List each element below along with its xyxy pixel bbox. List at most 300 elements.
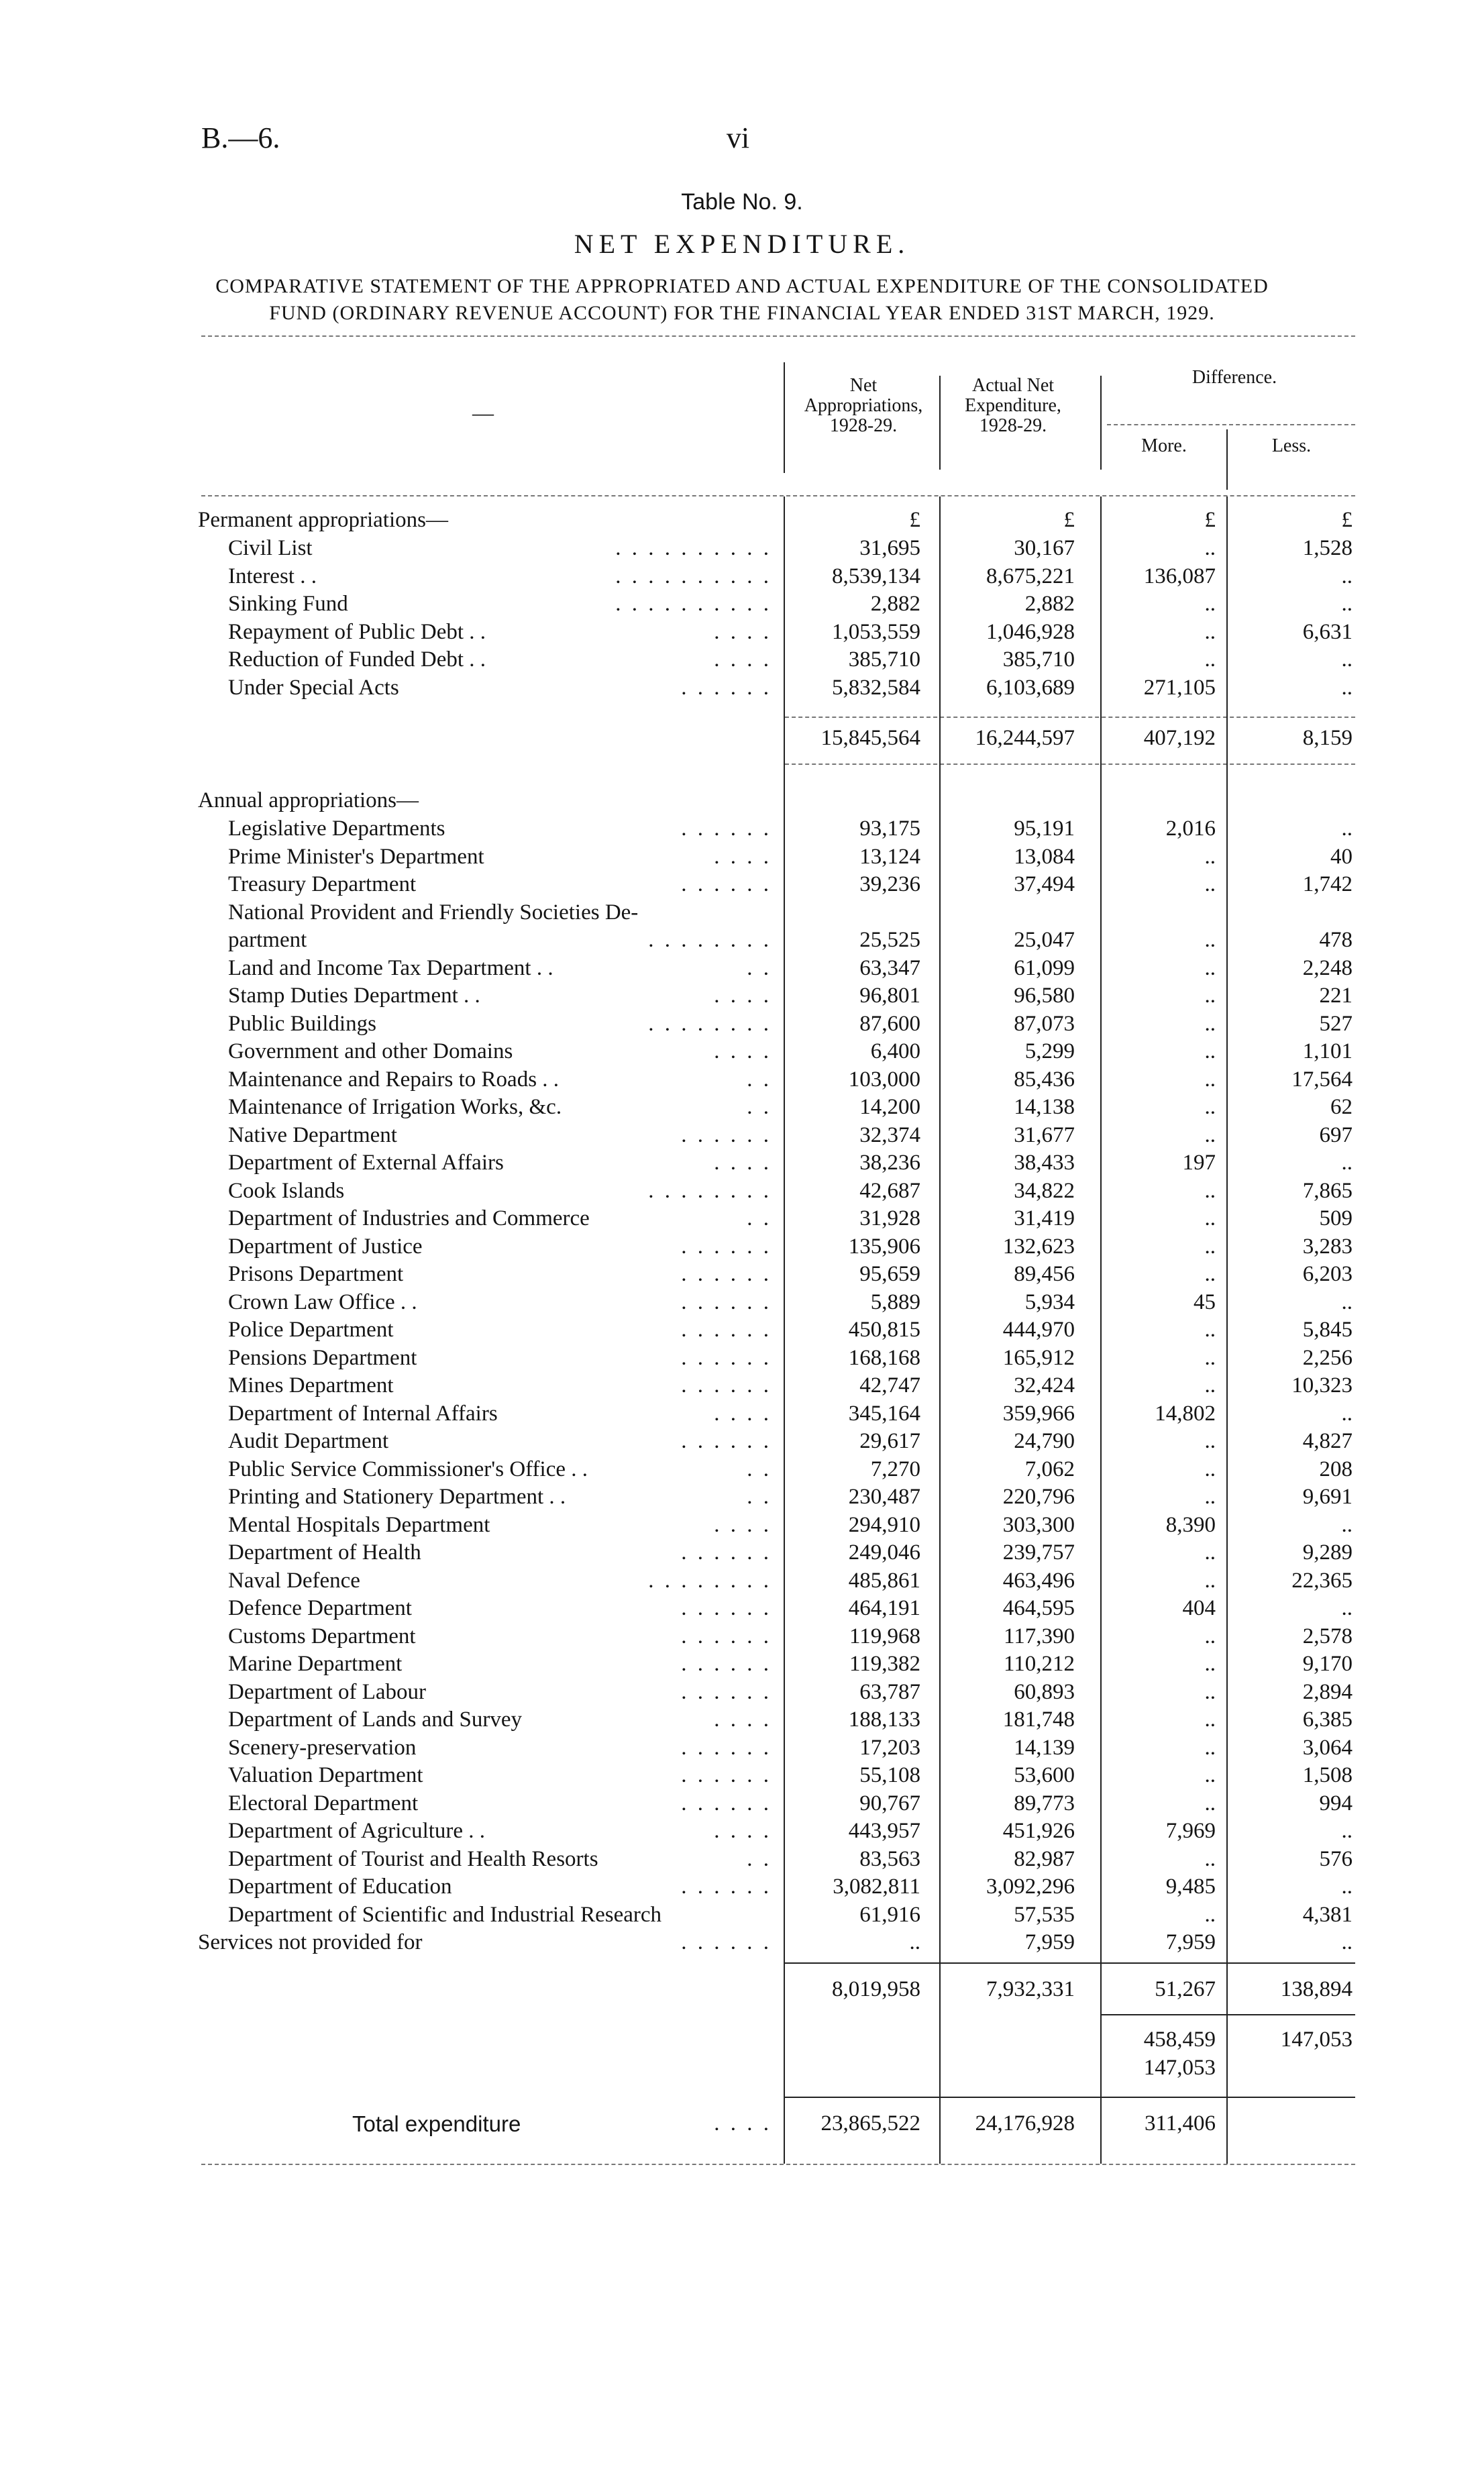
table-row	[0, 1010, 1484, 1038]
actual-expenditure: 34,822	[1014, 1178, 1075, 1203]
table-number: Table No. 9.	[681, 189, 803, 215]
table-row	[0, 1650, 1484, 1678]
actual-expenditure: 5,299	[1024, 1039, 1075, 1063]
leader-dots: . . . . . .	[681, 1652, 772, 1676]
row-label: partment	[228, 928, 307, 952]
difference-more: 8,390	[1165, 1512, 1216, 1537]
net-appropriation: 39,236	[859, 872, 920, 896]
actual-expenditure: 38,433	[1014, 1151, 1075, 1175]
difference-less: 994	[1319, 1791, 1353, 1815]
difference-rule	[1107, 424, 1355, 425]
row-label: Treasury Department	[228, 872, 417, 896]
annual-total-actual: 7,932,331	[986, 1977, 1075, 2001]
row-label: Crown Law Office . .	[228, 1289, 417, 1314]
net-appropriation: 32,374	[859, 1122, 920, 1147]
permanent-total-more: 407,192	[1143, 726, 1216, 750]
difference-less: 62	[1330, 1095, 1353, 1119]
table-row	[0, 674, 1484, 702]
actual-expenditure: 31,677	[1014, 1122, 1075, 1147]
table-row	[0, 1790, 1484, 1818]
actual-expenditure-header	[943, 376, 1083, 436]
table-row	[0, 1846, 1484, 1873]
difference-less: ..	[1341, 675, 1353, 700]
document-reference: B.—6.	[201, 121, 280, 154]
table-row	[0, 1094, 1484, 1121]
leader-dots: . . . . . . . . . .	[615, 564, 772, 588]
net-appropriation: 55,108	[859, 1763, 920, 1787]
difference-more: ..	[1204, 647, 1216, 672]
table-row	[0, 1679, 1484, 1706]
actual-expenditure: 6,103,689	[986, 675, 1075, 700]
combined-row-1	[0, 2026, 1484, 2054]
difference-less: 2,256	[1302, 1345, 1353, 1370]
difference-more: ..	[1204, 1485, 1216, 1509]
difference-less: ..	[1341, 1596, 1353, 1620]
difference-less: 697	[1319, 1122, 1353, 1147]
difference-less: 1,742	[1302, 872, 1353, 896]
row-label: Defence Department	[228, 1596, 412, 1620]
leader-dots: . . . . . . . . . .	[615, 536, 772, 560]
net-appropriation: 119,382	[849, 1652, 920, 1676]
leader-dots: . . . . . .	[681, 1763, 772, 1787]
row-label: Prisons Department	[228, 1262, 404, 1286]
table-row	[0, 619, 1484, 646]
combined-less-1: 147,053	[1280, 2028, 1353, 2052]
table-row	[0, 1623, 1484, 1650]
column-rule	[1100, 376, 1102, 470]
net-header-line-2: Appropriations,	[804, 395, 923, 416]
label-column-header: —	[472, 401, 494, 425]
row-label: Scenery-preservation	[228, 1735, 417, 1760]
services-row	[0, 1929, 1484, 1956]
difference-less: 17,564	[1291, 1067, 1353, 1092]
table-row	[0, 1706, 1484, 1734]
table-row	[0, 1595, 1484, 1622]
difference-less: 4,827	[1302, 1429, 1353, 1453]
leader-dots: . . . . . .	[681, 1791, 772, 1815]
table-row	[0, 1428, 1484, 1455]
difference-less: 6,203	[1302, 1262, 1353, 1286]
row-label: Department of Scientific and Industrial Research	[228, 1902, 662, 1927]
difference-less: 221	[1319, 984, 1353, 1008]
difference-less: 527	[1319, 1011, 1353, 1036]
table-subtitle-line-2: FUND (ORDINARY REVENUE ACCOUNT) FOR THE FINANCIAL YEAR ENDED 31ST MARCH, 1929.	[269, 302, 1215, 324]
difference-more: ..	[1204, 1039, 1216, 1063]
net-appropriation: 385,710	[848, 647, 920, 672]
subtotal-rule	[1100, 2014, 1355, 2015]
difference-more: ..	[1204, 1791, 1216, 1815]
net-appropriation: 230,487	[848, 1485, 920, 1509]
actual-expenditure: 60,893	[1014, 1679, 1075, 1704]
difference-less: 4,381	[1302, 1902, 1353, 1927]
leader-dots: . . . . . .	[681, 1122, 772, 1147]
row-label: Department of Education	[228, 1875, 452, 1899]
difference-less: ..	[1341, 1151, 1353, 1175]
leader-dots: . .	[747, 1067, 772, 1092]
net-appropriation: 29,617	[859, 1429, 920, 1453]
difference-more: ..	[1204, 872, 1216, 896]
services-more: 7,959	[1165, 1930, 1216, 1954]
net-appropriation: 13,124	[859, 844, 920, 869]
difference-more: ..	[1204, 1318, 1216, 1342]
net-appropriation: 5,889	[870, 1289, 920, 1314]
row-label: Cook Islands	[228, 1178, 345, 1203]
actual-expenditure: 359,966	[1002, 1401, 1075, 1426]
leader-dots: . . . . . . . .	[648, 928, 772, 952]
actual-expenditure: 181,748	[1002, 1707, 1075, 1732]
difference-less: 2,248	[1302, 955, 1353, 980]
difference-more: ..	[1204, 1902, 1216, 1927]
net-appropriation: 103,000	[848, 1067, 920, 1092]
leader-dots: . . . .	[714, 1512, 772, 1537]
annual-total-row	[0, 1976, 1484, 2003]
actual-expenditure: 24,790	[1014, 1429, 1075, 1453]
difference-more: ..	[1204, 1624, 1216, 1648]
table-row	[0, 1233, 1484, 1261]
grand-total-row	[0, 2110, 1484, 2138]
actual-expenditure: 303,300	[1002, 1512, 1075, 1537]
actual-expenditure: 1,046,928	[986, 619, 1075, 644]
row-label: Department of Lands and Survey	[228, 1707, 523, 1732]
row-label: Department of Labour	[228, 1679, 427, 1704]
row-label: Interest . .	[228, 564, 317, 588]
net-appropriation: 90,767	[859, 1791, 920, 1815]
row-label: Native Department	[228, 1122, 397, 1147]
subtotal-rule	[785, 717, 1355, 718]
table-row	[0, 1539, 1484, 1567]
table-row	[0, 563, 1484, 590]
leader-dots: . . . . . .	[681, 1289, 772, 1314]
title-rule	[201, 335, 1355, 337]
row-label: Stamp Duties Department . .	[228, 984, 480, 1008]
difference-more: 136,087	[1143, 564, 1216, 588]
net-appropriation: 14,200	[859, 1095, 920, 1119]
table-row	[0, 843, 1484, 871]
row-label: Electoral Department	[228, 1791, 419, 1815]
leader-dots: . . . .	[714, 844, 772, 869]
combined-more-2: 147,053	[1143, 2056, 1216, 2080]
difference-less: 10,323	[1291, 1373, 1353, 1398]
page-number: vi	[726, 121, 750, 154]
column-rule	[939, 376, 941, 470]
table-row	[0, 1372, 1484, 1400]
actual-expenditure: 463,496	[1002, 1568, 1075, 1593]
leader-dots: . . . . . .	[681, 1540, 772, 1565]
difference-more: ..	[1204, 1679, 1216, 1704]
leader-dots: . . . .	[714, 1819, 772, 1843]
difference-less: 6,385	[1302, 1707, 1353, 1732]
leader-dots: . .	[747, 1846, 772, 1871]
difference-less: 1,508	[1302, 1763, 1353, 1787]
row-label: Land and Income Tax Department . .	[228, 955, 553, 980]
net-appropriation: 7,270	[870, 1457, 920, 1481]
row-label: Customs Department	[228, 1624, 416, 1648]
subtotal-rule	[785, 1962, 1355, 1964]
header-bottom-rule	[201, 495, 1355, 496]
table-row	[0, 1818, 1484, 1845]
grand-total-net: 23,865,522	[820, 2111, 920, 2136]
row-label: Department of Tourist and Health Resorts	[228, 1846, 598, 1871]
difference-more: ..	[1204, 1846, 1216, 1871]
net-appropriation: 119,968	[849, 1624, 920, 1648]
difference-more: ..	[1204, 1095, 1216, 1119]
row-label: Department of Industries and Commerce	[228, 1206, 590, 1230]
table-row	[0, 815, 1484, 843]
column-rule	[1100, 496, 1102, 2164]
table-row	[0, 1762, 1484, 1789]
difference-less: ..	[1341, 817, 1353, 841]
row-label: Reduction of Funded Debt . .	[228, 647, 486, 672]
table-row	[0, 535, 1484, 562]
difference-more: ..	[1204, 1206, 1216, 1230]
column-rule	[1226, 429, 1228, 490]
row-label: Mental Hospitals Department	[228, 1512, 490, 1537]
difference-less: 509	[1319, 1206, 1353, 1230]
difference-less: 9,691	[1302, 1485, 1353, 1509]
difference-more: ..	[1204, 1067, 1216, 1092]
net-appropriation: 96,801	[859, 984, 920, 1008]
table-row	[0, 1734, 1484, 1762]
table-row	[0, 1038, 1484, 1065]
actual-expenditure: 7,062	[1024, 1457, 1075, 1481]
table-row	[0, 1400, 1484, 1428]
difference-less: 9,289	[1302, 1540, 1353, 1565]
actual-expenditure: 117,390	[1003, 1624, 1075, 1648]
difference-less: 1,101	[1302, 1039, 1353, 1063]
net-appropriation: 5,832,584	[832, 675, 920, 700]
leader-dots: . . . .	[714, 1151, 772, 1175]
leader-dots: . . . . . .	[681, 1234, 772, 1259]
table-subtitle-line-1: COMPARATIVE STATEMENT OF THE APPROPRIATED AND ACTUAL EXPENDITURE OF THE CONSOLIDATED	[215, 275, 1269, 297]
row-label: Pensions Department	[228, 1345, 417, 1370]
net-appropriation: 168,168	[848, 1345, 920, 1370]
net-appropriation: 25,525	[859, 928, 920, 952]
total-rule	[785, 2097, 1355, 2098]
difference-less: 2,894	[1302, 1679, 1353, 1704]
actual-expenditure: 25,047	[1014, 928, 1075, 952]
leader-dots: . . . .	[714, 2111, 772, 2136]
actual-expenditure: 220,796	[1002, 1485, 1075, 1509]
leader-dots: . . . . . . . . . .	[615, 592, 772, 616]
combined-more-1: 458,459	[1143, 2028, 1216, 2052]
net-appropriation: 93,175	[859, 817, 920, 841]
difference-more: ..	[1204, 1735, 1216, 1760]
table-row	[0, 1873, 1484, 1901]
permanent-total-net: 15,845,564	[820, 726, 920, 750]
leader-dots: . . . . . .	[681, 1373, 772, 1398]
difference-more: ..	[1204, 1707, 1216, 1732]
difference-less: 3,064	[1302, 1735, 1353, 1760]
leader-dots: . . . .	[714, 1039, 772, 1063]
actual-expenditure: 89,773	[1014, 1791, 1075, 1815]
difference-header: Difference.	[1191, 367, 1277, 388]
difference-less: ..	[1341, 1401, 1353, 1426]
section-heading: Permanent appropriations—	[198, 508, 448, 532]
table-row	[0, 899, 1484, 927]
table-row	[0, 1456, 1484, 1483]
difference-more: 14,802	[1155, 1401, 1216, 1426]
actual-expenditure: 165,912	[1002, 1345, 1075, 1370]
unit-label: £	[1341, 508, 1353, 532]
net-appropriation: 17,203	[859, 1735, 920, 1760]
table-row	[0, 1316, 1484, 1344]
net-appropriation: 188,133	[848, 1707, 920, 1732]
net-appropriations-header	[786, 376, 941, 436]
actual-expenditure: 3,092,296	[986, 1875, 1075, 1899]
difference-less: 2,578	[1302, 1624, 1353, 1648]
actual-expenditure: 32,424	[1014, 1373, 1075, 1398]
grand-total-more: 311,406	[1144, 2111, 1216, 2136]
leader-dots: . . . .	[714, 1707, 772, 1732]
actual-expenditure: 37,494	[1014, 872, 1075, 896]
net-appropriation: 345,164	[848, 1401, 920, 1426]
difference-less: 5,845	[1302, 1318, 1353, 1342]
row-label: Legislative Departments	[228, 817, 445, 841]
difference-more: 404	[1182, 1596, 1216, 1620]
difference-more: 7,969	[1165, 1819, 1216, 1843]
actual-expenditure: 5,934	[1024, 1289, 1075, 1314]
net-appropriation: 42,687	[859, 1178, 920, 1203]
leader-dots: . . . . . .	[681, 1596, 772, 1620]
difference-less: ..	[1341, 1875, 1353, 1899]
actual-expenditure: 61,099	[1014, 955, 1075, 980]
unit-label: £	[1063, 508, 1075, 532]
actual-expenditure: 31,419	[1014, 1206, 1075, 1230]
annual-total-more: 51,267	[1155, 1977, 1216, 2001]
table-row	[0, 955, 1484, 982]
net-appropriation: 61,916	[859, 1902, 920, 1927]
difference-more: ..	[1204, 1178, 1216, 1203]
actual-header-line-2: Expenditure,	[965, 395, 1061, 416]
actual-expenditure: 14,138	[1014, 1095, 1075, 1119]
row-label: Naval Defence	[228, 1568, 360, 1593]
net-appropriation: 135,906	[848, 1234, 920, 1259]
leader-dots: . . . . . .	[681, 1875, 772, 1899]
net-header-line-1: Net	[849, 375, 878, 396]
net-appropriation: 42,747	[859, 1373, 920, 1398]
table-row	[0, 646, 1484, 674]
table-row	[0, 1205, 1484, 1232]
leader-dots: . . . . . .	[681, 1679, 772, 1704]
difference-more: 197	[1182, 1151, 1216, 1175]
row-label: Prime Minister's Department	[228, 844, 484, 869]
grand-total-actual: 24,176,928	[975, 2111, 1075, 2136]
difference-less: 6,631	[1302, 619, 1353, 644]
column-rule	[784, 496, 785, 2164]
actual-expenditure: 8,675,221	[986, 564, 1075, 588]
net-appropriation: 443,957	[848, 1819, 920, 1843]
row-label: Maintenance and Repairs to Roads . .	[228, 1067, 560, 1092]
less-header: Less.	[1271, 435, 1312, 456]
difference-more: 9,485	[1165, 1875, 1216, 1899]
leader-dots: . . . . . .	[681, 1624, 772, 1648]
net-appropriation: 63,347	[859, 955, 920, 980]
actual-expenditure: 110,212	[1003, 1652, 1075, 1676]
difference-more: ..	[1204, 619, 1216, 644]
net-appropriation: 83,563	[859, 1846, 920, 1871]
actual-expenditure: 14,139	[1014, 1735, 1075, 1760]
combined-row-2	[0, 2054, 1484, 2082]
difference-more: ..	[1204, 1429, 1216, 1453]
actual-header-line-1: Actual Net	[971, 375, 1055, 396]
difference-less: ..	[1341, 1512, 1353, 1537]
actual-expenditure: 89,456	[1014, 1262, 1075, 1286]
difference-more: ..	[1204, 1011, 1216, 1036]
table-row	[0, 1177, 1484, 1205]
difference-less: ..	[1341, 647, 1353, 672]
net-appropriation: 31,928	[859, 1206, 920, 1230]
row-label: Marine Department	[228, 1652, 403, 1676]
leader-dots: . . . .	[714, 1401, 772, 1426]
actual-expenditure: 444,970	[1002, 1318, 1075, 1342]
row-label: Department of Justice	[228, 1234, 423, 1259]
table-row	[0, 927, 1484, 954]
net-appropriation: 464,191	[848, 1596, 920, 1620]
table-row	[0, 1567, 1484, 1595]
difference-less: ..	[1341, 1289, 1353, 1314]
row-label: Department of Agriculture . .	[228, 1819, 486, 1843]
table-bottom-rule	[201, 2164, 1355, 2165]
net-appropriation: 1,053,559	[832, 619, 920, 644]
row-label: Public Service Commissioner's Office . .	[228, 1457, 588, 1481]
actual-header-line-3: 1928-29.	[979, 415, 1047, 436]
permanent-total-actual: 16,244,597	[975, 726, 1075, 750]
difference-less: 478	[1319, 928, 1353, 952]
leader-dots: . .	[747, 1485, 772, 1509]
difference-less: 40	[1330, 844, 1353, 869]
difference-more: ..	[1204, 984, 1216, 1008]
actual-expenditure: 87,073	[1014, 1011, 1075, 1036]
unit-label: £	[909, 508, 920, 532]
difference-less: 576	[1319, 1846, 1353, 1871]
column-rule	[939, 496, 941, 2164]
leader-dots: . . . . . .	[681, 1429, 772, 1453]
difference-less: 9,170	[1302, 1652, 1353, 1676]
difference-more: ..	[1204, 1373, 1216, 1398]
net-appropriation: 249,046	[848, 1540, 920, 1565]
row-label: Mines Department	[228, 1373, 394, 1398]
table-row	[0, 1066, 1484, 1094]
difference-more: 2,016	[1165, 817, 1216, 841]
table-row	[0, 1261, 1484, 1288]
leader-dots: . . . . . .	[681, 1735, 772, 1760]
row-label: Public Buildings	[228, 1011, 376, 1036]
actual-expenditure: 132,623	[1002, 1234, 1075, 1259]
net-appropriation: 450,815	[848, 1318, 920, 1342]
difference-more: 271,105	[1143, 675, 1216, 700]
difference-more: ..	[1204, 1345, 1216, 1370]
net-appropriation: 3,082,811	[833, 1875, 920, 1899]
section-heading-row	[0, 787, 1484, 814]
permanent-total-row	[0, 725, 1484, 752]
actual-expenditure: 57,535	[1014, 1902, 1075, 1927]
services-net: ..	[909, 1930, 920, 1954]
column-rule	[784, 362, 785, 473]
difference-more: ..	[1204, 536, 1216, 560]
row-label: Sinking Fund	[228, 592, 348, 616]
net-appropriation: 63,787	[859, 1679, 920, 1704]
services-less: ..	[1341, 1930, 1353, 1954]
difference-more: ..	[1204, 1122, 1216, 1147]
row-label: Department of Health	[228, 1540, 421, 1565]
difference-more: ..	[1204, 1457, 1216, 1481]
difference-less: ..	[1341, 592, 1353, 616]
difference-more: ..	[1204, 955, 1216, 980]
leader-dots: . . . . . .	[681, 872, 772, 896]
column-rule	[1226, 496, 1228, 2164]
net-appropriation: 2,882	[870, 592, 920, 616]
net-appropriation: 485,861	[848, 1568, 920, 1593]
